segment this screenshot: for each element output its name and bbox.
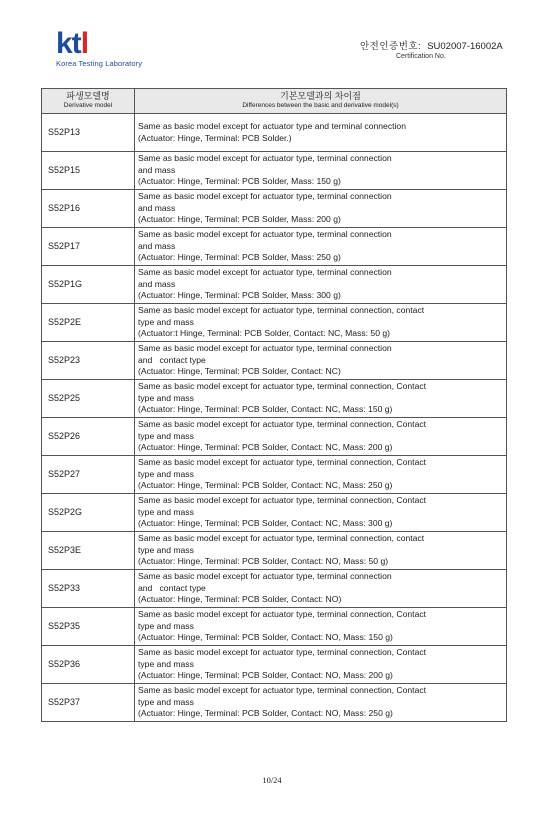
difference-cell bbox=[135, 342, 507, 380]
cert-label-ko: 안전인증번호: bbox=[360, 41, 422, 52]
table-row bbox=[42, 646, 507, 684]
difference-line: Same as basic model except for actuator type, terminal connection bbox=[138, 153, 392, 164]
difference-line: (Actuator: Hinge, Terminal: PCB Solder.) bbox=[138, 132, 292, 143]
model-name-cell: S52P36 bbox=[42, 646, 135, 684]
difference-cell bbox=[135, 190, 507, 228]
header-derivative-model bbox=[42, 89, 135, 114]
difference-line: type and mass bbox=[138, 468, 194, 479]
difference-line: Same as basic model except for actuator type, terminal connection, Contact bbox=[138, 419, 427, 430]
model-name-cell: S52P2E bbox=[42, 304, 135, 342]
difference-line: and mass bbox=[138, 278, 176, 289]
table-row bbox=[42, 114, 507, 152]
difference-line: Same as basic model except for actuator type, terminal connection, Contact bbox=[138, 495, 427, 506]
difference-cell bbox=[135, 570, 507, 608]
model-name-cell: S52P37 bbox=[42, 684, 135, 722]
difference-line: (Actuator: Hinge, Terminal: PCB Solder, Contact: NO, Mass: 50 g) bbox=[138, 556, 389, 567]
table-row bbox=[42, 266, 507, 304]
table-row bbox=[42, 494, 507, 532]
table-row bbox=[42, 532, 507, 570]
difference-line: (Actuator: Hinge, Terminal: PCB Solder, Mass: 250 g) bbox=[138, 252, 341, 263]
certification-block bbox=[360, 38, 503, 60]
difference-line: (Actuator: Hinge, Terminal: PCB Solder, Mass: 200 g) bbox=[138, 214, 341, 225]
difference-line: (Actuator: Hinge, Terminal: PCB Solder, Contact: NO, Mass: 200 g) bbox=[138, 670, 393, 681]
difference-cell bbox=[135, 684, 507, 722]
difference-cell bbox=[135, 646, 507, 684]
model-name-cell: S52P33 bbox=[42, 570, 135, 608]
logo-mark: ktl bbox=[56, 27, 89, 60]
derivative-model-table bbox=[41, 88, 507, 722]
difference-line: Same as basic model except for actuator type and terminal connection bbox=[138, 121, 406, 131]
difference-line: type and mass bbox=[138, 392, 194, 403]
difference-line: type and mass bbox=[138, 544, 194, 555]
table-row bbox=[42, 228, 507, 266]
difference-line: Same as basic model except for actuator type, terminal connection, Contact bbox=[138, 685, 427, 696]
difference-line: (Actuator: Hinge, Terminal: PCB Solder, Mass: 150 g) bbox=[138, 176, 341, 187]
difference-line: Same as basic model except for actuator type, terminal connection bbox=[138, 343, 392, 354]
model-name-cell: S52P27 bbox=[42, 456, 135, 494]
difference-line: type and mass bbox=[138, 620, 194, 631]
difference-line: (Actuator: Hinge, Terminal: PCB Solder, Contact: NC, Mass: 250 g) bbox=[138, 480, 393, 491]
difference-line: Same as basic model except for actuator type, terminal connection, Contact bbox=[138, 647, 427, 658]
difference-line: Same as basic model except for actuator type, terminal connection bbox=[138, 267, 392, 278]
difference-line: and contact type bbox=[138, 582, 206, 593]
ktl-logo bbox=[56, 27, 143, 68]
difference-line: Same as basic model except for actuator type, terminal connection, contact bbox=[138, 533, 425, 544]
difference-cell bbox=[135, 532, 507, 570]
difference-line: and mass bbox=[138, 202, 176, 213]
table-row bbox=[42, 456, 507, 494]
difference-cell bbox=[135, 494, 507, 532]
model-name-cell: S52P35 bbox=[42, 608, 135, 646]
table-row bbox=[42, 380, 507, 418]
difference-line: Same as basic model except for actuator type, terminal connection, contact bbox=[138, 305, 425, 316]
difference-line: type and mass bbox=[138, 316, 194, 327]
header-derivative-model-en: Derivative model bbox=[63, 102, 113, 109]
difference-line: and mass bbox=[138, 164, 176, 175]
difference-cell bbox=[135, 380, 507, 418]
model-name-cell: S52P17 bbox=[42, 228, 135, 266]
table-row bbox=[42, 608, 507, 646]
difference-line: (Actuator: Hinge, Terminal: PCB Solder, Contact: NO, Mass: 150 g) bbox=[138, 632, 393, 643]
difference-line: type and mass bbox=[138, 506, 194, 517]
table-header-row bbox=[42, 89, 507, 114]
cert-number: SU02007-16002A bbox=[427, 41, 503, 52]
difference-line: Same as basic model except for actuator type, terminal connection bbox=[138, 571, 392, 582]
difference-cell bbox=[135, 418, 507, 456]
difference-cell bbox=[135, 608, 507, 646]
difference-cell bbox=[135, 304, 507, 342]
model-name-cell: S52P15 bbox=[42, 152, 135, 190]
table-row bbox=[42, 684, 507, 722]
difference-line: (Actuator: Hinge, Terminal: PCB Solder, Contact: NC, Mass: 300 g) bbox=[138, 518, 393, 529]
model-name-cell: S52P25 bbox=[42, 380, 135, 418]
difference-line: type and mass bbox=[138, 696, 194, 707]
table-row bbox=[42, 342, 507, 380]
header-differences-en: Differences between the basic and derivative model(s) bbox=[242, 102, 399, 109]
difference-line: Same as basic model except for actuator type, terminal connection, Contact bbox=[138, 381, 427, 392]
difference-line: type and mass bbox=[138, 430, 194, 441]
table-row bbox=[42, 152, 507, 190]
page-number: 10/24 bbox=[262, 775, 282, 785]
difference-line: Same as basic model except for actuator type, terminal connection, Contact bbox=[138, 609, 427, 620]
difference-line: Same as basic model except for actuator type, terminal connection bbox=[138, 191, 392, 202]
difference-line: and contact type bbox=[138, 354, 206, 365]
model-name-cell: S52P2G bbox=[42, 494, 135, 532]
difference-cell bbox=[135, 456, 507, 494]
table-row bbox=[42, 418, 507, 456]
difference-line: and mass bbox=[138, 240, 176, 251]
difference-line: (Actuator: Hinge, Terminal: PCB Solder, Contact: NO, Mass: 250 g) bbox=[138, 708, 393, 719]
model-name-cell: S52P13 bbox=[42, 114, 135, 152]
difference-line: (Actuator: Hinge, Terminal: PCB Solder, Mass: 300 g) bbox=[138, 290, 341, 301]
difference-line: (Actuator:t Hinge, Terminal: PCB Solder, Contact: NC, Mass: 50 g) bbox=[138, 328, 391, 339]
header-derivative-model-ko: 파생모델명 bbox=[66, 91, 110, 101]
difference-line: (Actuator: Hinge, Terminal: PCB Solder, Contact: NC, Mass: 150 g) bbox=[138, 404, 393, 415]
header-differences bbox=[135, 89, 507, 114]
table-row bbox=[42, 304, 507, 342]
difference-line: Same as basic model except for actuator type, terminal connection bbox=[138, 229, 392, 240]
difference-cell bbox=[135, 114, 507, 152]
model-name-cell: S52P26 bbox=[42, 418, 135, 456]
model-name-cell: S52P16 bbox=[42, 190, 135, 228]
cert-label-en: Certification No. bbox=[396, 53, 446, 60]
difference-line: (Actuator: Hinge, Terminal: PCB Solder, Contact: NO) bbox=[138, 594, 342, 605]
difference-line: (Actuator: Hinge, Terminal: PCB Solder, Contact: NC) bbox=[138, 366, 341, 377]
difference-line: type and mass bbox=[138, 658, 194, 669]
logo-subtitle: Korea Testing Laboratory bbox=[56, 59, 143, 68]
difference-line: Same as basic model except for actuator type, terminal connection, Contact bbox=[138, 457, 427, 468]
model-name-cell: S52P3E bbox=[42, 532, 135, 570]
difference-cell bbox=[135, 228, 507, 266]
difference-cell bbox=[135, 152, 507, 190]
table-row bbox=[42, 190, 507, 228]
model-name-cell: S52P23 bbox=[42, 342, 135, 380]
table-row bbox=[42, 570, 507, 608]
model-name-cell: S52P1G bbox=[42, 266, 135, 304]
header-differences-ko: 기본모델과의 차이점 bbox=[280, 91, 361, 101]
difference-line: (Actuator: Hinge, Terminal: PCB Solder, Contact: NC, Mass: 200 g) bbox=[138, 442, 393, 453]
difference-cell bbox=[135, 266, 507, 304]
